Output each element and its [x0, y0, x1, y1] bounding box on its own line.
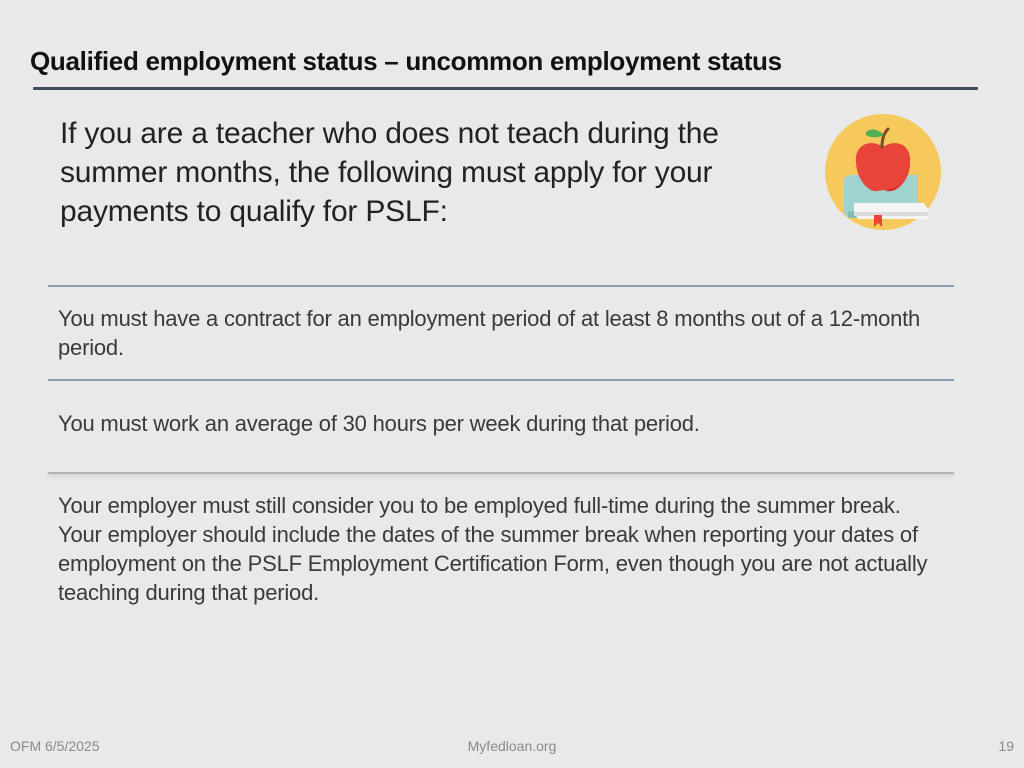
footer-date: OFM 6/5/2025	[10, 738, 100, 754]
list-item: You must have a contract for an employment period of at least 8 months out of a 12-month period.	[58, 306, 921, 360]
intro-text: If you are a teacher who does not teach during the summer months, the following must apply for your payments to qualify for PSLF:	[60, 117, 719, 228]
list-item: You must work an average of 30 hours per week during that period.	[58, 411, 700, 436]
slide-title: Qualified employment status – uncommon employment status	[30, 46, 782, 76]
list-item: Your employer must still consider you to be employed full-time during the summer break. Your employer should include the dates of the summer break when reporting your dates of employment on the PSLF Employment Certification Form, even though you are not actually teaching during that period.	[58, 493, 928, 605]
title-divider	[33, 87, 978, 90]
requirements-list	[48, 285, 954, 614]
apple-on-books-icon	[824, 113, 942, 231]
footer-site: Myfedloan.org	[467, 738, 557, 754]
page-number: 19	[998, 738, 1014, 754]
